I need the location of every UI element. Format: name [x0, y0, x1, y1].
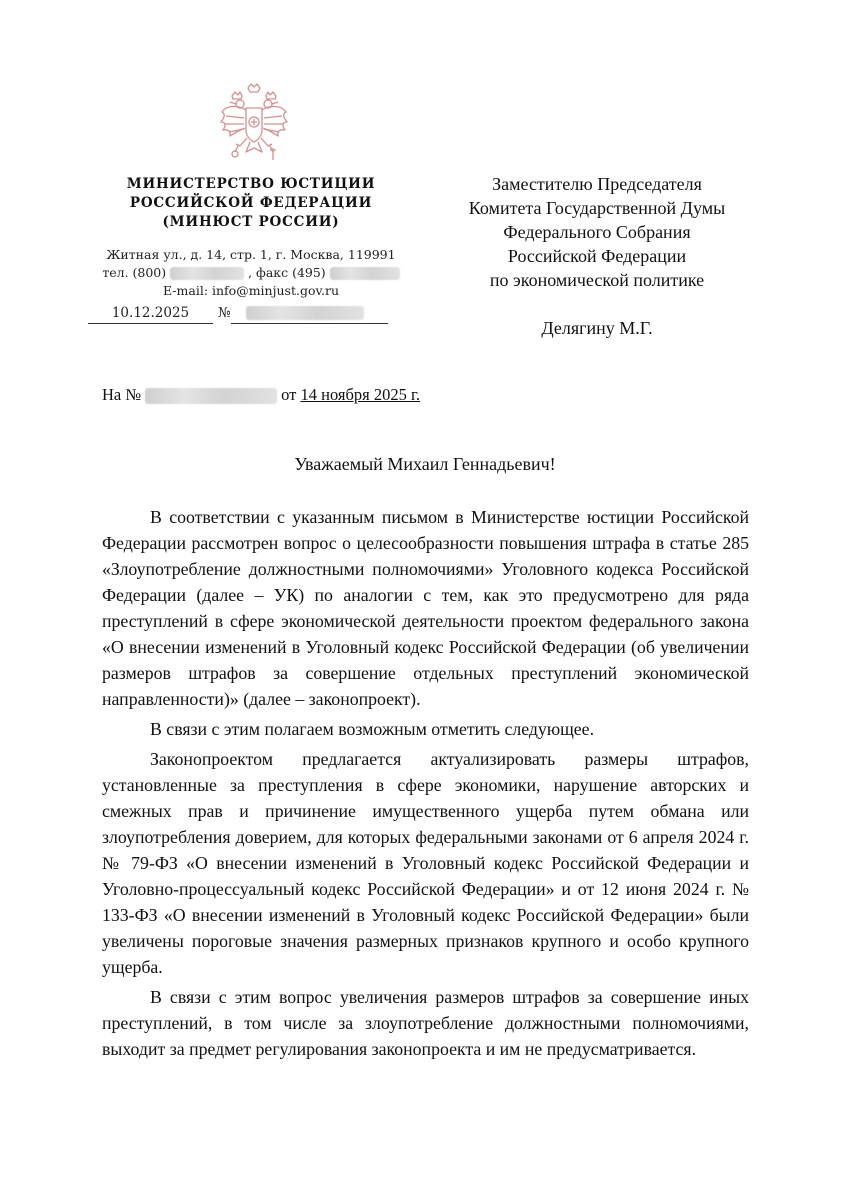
ministry-address [94, 246, 408, 300]
fax-label: , факс (495) [248, 265, 326, 280]
addressee-block [440, 172, 754, 340]
ministry-name-line: МИНИСТЕРСТВО ЮСТИЦИИ [126, 176, 376, 192]
street-address: Житная ул., д. 14, стр. 1, г. Москва, 119991 [106, 247, 396, 262]
addressee-line: Заместителю Председателя [492, 174, 702, 194]
addressee-line: по экономической политике [489, 270, 705, 290]
body-paragraph: Законопроектом предлагается актуализировать размеры штрафов, установленные за преступления в сфере экономики, нарушение авторских и смежных прав и причинение имущественного ущерба путем обмана или злоупотребления доверием, для которых федеральными законами от 6 апреля 2024 г. № 79-ФЗ «О внесении изменений в Уголовный кодекс Российской Федерации и Уголовно-процессуальный кодекс Российской Федерации» и от 12 июня 2024 г. № 133-ФЗ «О внесении изменений в Уголовный кодекс Российской Федерации» были увеличены пороговые значения размерных признаков крупного и особо крупного ущерба. [102, 749, 749, 977]
addressee-line: Российской Федерации [507, 246, 687, 266]
body-paragraph: В соответствии с указанным письмом в Министерстве юстиции Российской Федерации рассмотрен вопрос о целесообразности повышения штрафа в статье 285 «Злоупотребление должностными полномочиями» Уголовного кодекса Российской Федерации (далее – УК) по аналогии с тем, как это предусмотрено для ряда преступлений в сфере экономической деятельности проектом федерального закона «О внесении изменений в Уголовный кодекс Российской Федерации (об увеличении размеров штрафов за совершение отдельных преступлений экономической направленности)» (далее – законопроект). [102, 507, 749, 709]
outgoing-number-field [231, 303, 388, 324]
ministry-name-line: РОССИЙСКОЙ ФЕДЕРАЦИИ [129, 195, 373, 211]
redacted-reference-number [145, 388, 277, 404]
registration-line [88, 303, 388, 325]
salutation: Уважаемый Михаил Геннадьевич! [294, 454, 556, 474]
ministry-name [94, 175, 408, 232]
ministry-name-line: (МИНЮСТ РОССИИ) [162, 214, 340, 230]
addressee-line: Федерального Собрания [503, 222, 691, 242]
reference-date: 14 ноября 2025 г. [300, 385, 420, 404]
phone-label: тел. (800) [102, 265, 167, 280]
letter-body [102, 504, 749, 1066]
addressee-name: Делягину М.Г. [541, 318, 653, 338]
email-line: E-mail: info@minjust.gov.ru [162, 283, 340, 298]
reference-line [102, 384, 420, 406]
double-headed-eagle-icon [218, 82, 290, 164]
body-paragraph: В связи с этим полагаем возможным отметить следующее. [150, 719, 595, 739]
number-sign: № [218, 305, 231, 321]
reference-from: от [281, 385, 297, 404]
outgoing-date: 10.12.2025 [88, 303, 213, 324]
redacted-fax [330, 267, 400, 280]
redacted-outgoing-number [246, 306, 364, 320]
addressee-line: Комитета Государственной Думы [468, 198, 726, 218]
body-paragraph: В связи с этим вопрос увеличения размеров штрафов за совершение иных преступлений, в том числе за злоупотребление должностными полномочиями, выходит за предмет регулирования законопроекта и им не предусматривается. [102, 987, 749, 1059]
reference-prefix: На № [102, 385, 142, 404]
redacted-phone [170, 267, 244, 280]
phone-fax-line [94, 264, 408, 282]
